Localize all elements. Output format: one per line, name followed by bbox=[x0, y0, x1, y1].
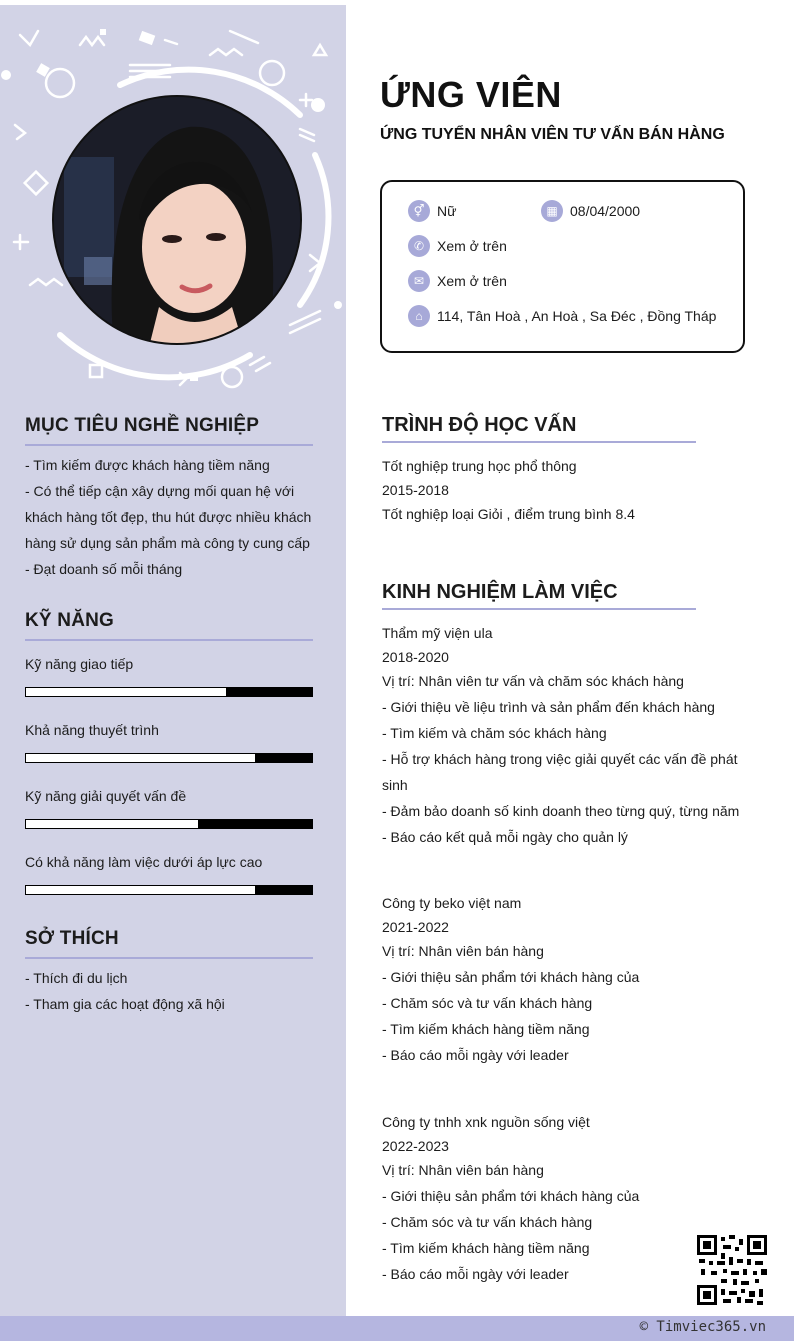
skill-label: Khả năng thuyết trình bbox=[25, 722, 159, 738]
job-duty: - Báo cáo mỗi ngày với leader bbox=[382, 1047, 569, 1063]
hobbies-title: SỞ THÍCH bbox=[25, 928, 119, 949]
profile-photo bbox=[52, 95, 302, 345]
job-entry bbox=[382, 620, 739, 850]
job-duty: - Đảm bảo doanh số kinh doanh theo từng quý, từng năm bbox=[382, 803, 740, 819]
hobby-line: - Tham gia các hoạt động xã hội bbox=[25, 996, 225, 1012]
contact-info-box bbox=[380, 180, 745, 353]
job-duty: sinh bbox=[382, 777, 408, 793]
skill-bar bbox=[25, 819, 313, 829]
career-objective-divider bbox=[25, 444, 313, 446]
hobbies-divider bbox=[25, 957, 313, 959]
career-objective-line: khách hàng tốt đẹp, thu hút được nhiều khách bbox=[25, 509, 312, 525]
skill-bar-fill bbox=[26, 754, 255, 762]
career-objective-title: MỤC TIÊU NGHỀ NGHIỆP bbox=[25, 415, 260, 436]
birthday-value: 08/04/2000 bbox=[570, 203, 641, 219]
job-role: Vị trí: Nhân viên bán hàng bbox=[382, 943, 544, 959]
job-company: Công ty tnhh xnk nguồn sống việt bbox=[382, 1114, 590, 1130]
job-entry bbox=[382, 1109, 639, 1287]
education-line: 2015-2018 bbox=[382, 482, 449, 498]
email-icon: ✉ bbox=[408, 270, 430, 292]
job-period: 2021-2022 bbox=[382, 919, 449, 935]
phone-value: Xem ở trên bbox=[437, 238, 507, 254]
education-divider bbox=[382, 441, 696, 443]
job-duty: - Tìm kiếm và chăm sóc khách hàng bbox=[382, 725, 607, 741]
skill-label: Có khả năng làm việc dưới áp lực cao bbox=[25, 854, 263, 870]
experience-title: KINH NGHIỆM LÀM VIỆC bbox=[382, 581, 618, 603]
phone-icon: ✆ bbox=[408, 235, 430, 257]
career-objective-line: - Đạt doanh số mỗi tháng bbox=[25, 561, 183, 577]
skill-bar bbox=[25, 753, 313, 763]
job-duty: - Báo cáo kết quả mỗi ngày cho quản lý bbox=[382, 829, 628, 845]
email-value: Xem ở trên bbox=[437, 273, 507, 289]
home-icon: ⌂ bbox=[408, 305, 430, 327]
job-duty: - Giới thiệu sản phẩm tới khách hàng của bbox=[382, 1188, 640, 1204]
job-duty: - Tìm kiếm khách hàng tiềm năng bbox=[382, 1240, 590, 1256]
candidate-name: ỨNG VIÊN bbox=[380, 74, 562, 115]
education-text bbox=[382, 453, 635, 527]
portrait-image bbox=[54, 97, 302, 345]
job-duty: - Tìm kiếm khách hàng tiềm năng bbox=[382, 1021, 590, 1037]
job-company: Công ty beko việt nam bbox=[382, 895, 522, 911]
education-line: Tốt nghiệp trung học phổ thông bbox=[382, 458, 577, 474]
career-objective-text bbox=[25, 452, 311, 582]
skill-bar-fill bbox=[26, 886, 255, 894]
job-duty: - Báo cáo mỗi ngày với leader bbox=[382, 1266, 569, 1282]
job-duty: - Giới thiệu sản phẩm tới khách hàng của bbox=[382, 969, 640, 985]
skill-bar bbox=[25, 885, 313, 895]
gender-icon: ⚥ bbox=[408, 200, 430, 222]
calendar-icon: ▦ bbox=[541, 200, 563, 222]
footer-bar bbox=[0, 1316, 794, 1341]
qr-code-icon[interactable] bbox=[697, 1235, 767, 1305]
career-objective-line: - Tìm kiếm được khách hàng tiềm năng bbox=[25, 457, 270, 473]
job-role: Vị trí: Nhân viên bán hàng bbox=[382, 1162, 544, 1178]
skills-divider bbox=[25, 639, 313, 641]
job-duty: - Hỗ trợ khách hàng trong việc giải quyết các vấn đề phát bbox=[382, 751, 738, 767]
skill-bar-fill bbox=[26, 688, 226, 696]
hobbies-text bbox=[25, 965, 225, 1017]
skill-bar-fill bbox=[26, 820, 198, 828]
career-objective-line: - Có thể tiếp cận xây dựng mối quan hệ với bbox=[25, 483, 295, 499]
job-duty: - Giới thiệu về liệu trình và sản phẩm đến khách hàng bbox=[382, 699, 715, 715]
applied-position: ỨNG TUYỂN NHÂN VIÊN TƯ VẤN BÁN HÀNG bbox=[380, 126, 725, 143]
job-company: Thẩm mỹ viện ula bbox=[382, 625, 493, 641]
skill-label: Kỹ năng giải quyết vấn đề bbox=[25, 788, 187, 804]
job-entry bbox=[382, 890, 639, 1068]
career-objective-line: hàng sử dụng sản phẩm mà công ty cung cấp bbox=[25, 535, 310, 551]
experience-divider bbox=[382, 608, 696, 610]
hobby-line: - Thích đi du lịch bbox=[25, 970, 128, 986]
skill-label: Kỹ năng giao tiếp bbox=[25, 656, 134, 672]
address-value: 114, Tân Hoà , An Hoà , Sa Đéc , Đồng Tháp bbox=[437, 308, 717, 324]
footer-copyright: © Timviec365.vn bbox=[639, 1319, 766, 1335]
skill-bar bbox=[25, 687, 313, 697]
job-duty: - Chăm sóc và tư vấn khách hàng bbox=[382, 1214, 593, 1230]
job-duty: - Chăm sóc và tư vấn khách hàng bbox=[382, 995, 593, 1011]
job-period: 2022-2023 bbox=[382, 1138, 449, 1154]
job-role: Vị trí: Nhân viên tư vấn và chăm sóc khách hàng bbox=[382, 673, 684, 689]
job-period: 2018-2020 bbox=[382, 649, 449, 665]
gender-value: Nữ bbox=[437, 203, 457, 219]
education-title: TRÌNH ĐỘ HỌC VẤN bbox=[382, 414, 577, 436]
skills-title: KỸ NĂNG bbox=[25, 610, 115, 631]
education-line: Tốt nghiệp loại Giỏi , điểm trung bình 8.4 bbox=[382, 506, 635, 522]
